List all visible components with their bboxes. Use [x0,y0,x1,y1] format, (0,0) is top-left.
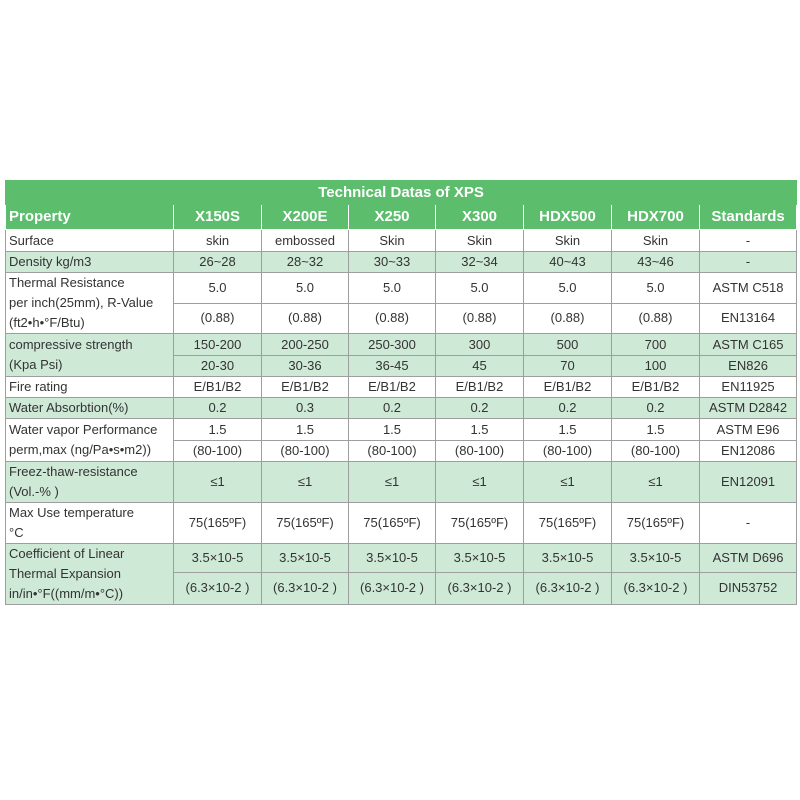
xps-technical-table [5,180,797,605]
value-cell: 1.5 [174,419,262,441]
property-label-line: Coefficient of Linear [9,546,125,561]
property-label-line: °C [9,525,24,540]
value-cell: 0.2 [174,398,262,419]
property-label-line: per inch(25mm), R-Value [9,295,154,310]
header-cell: X250 [349,205,436,230]
property-label-line: compressive strength [9,337,133,352]
value-cell: 150-200 [174,334,262,356]
standard-cell: - [700,503,797,544]
value-cell: Skin [524,230,612,252]
value-cell: (80-100) [262,441,349,462]
value-cell: 5.0 [612,273,700,304]
value-cell: ≤1 [349,462,436,503]
value-cell: 0.2 [524,398,612,419]
property-label [6,462,174,503]
table-row [6,230,797,252]
value-cell: (0.88) [262,303,349,334]
value-cell: 700 [612,334,700,356]
value-cell: 5.0 [524,273,612,304]
value-cell: (6.3×10-2 ) [436,572,524,604]
value-cell: (80-100) [612,441,700,462]
standard-cell: DIN53752 [700,572,797,604]
standard-cell: - [700,252,797,273]
header-cell: HDX700 [612,205,700,230]
table-row [6,544,797,573]
value-cell: (80-100) [436,441,524,462]
property-label [6,334,174,377]
value-cell: (80-100) [349,441,436,462]
value-cell: 1.5 [612,419,700,441]
standard-cell: ASTM C518 [700,273,797,304]
value-cell: (80-100) [174,441,262,462]
value-cell: 0.3 [262,398,349,419]
property-label: Water Absorbtion(%) [6,398,174,419]
value-cell: ≤1 [524,462,612,503]
table-row [6,503,797,544]
value-cell: (6.3×10-2 ) [524,572,612,604]
header-cell: X300 [436,205,524,230]
value-cell: 32~34 [436,252,524,273]
value-cell: (6.3×10-2 ) [262,572,349,604]
property-label-line: Freez-thaw-resistance [9,464,138,479]
value-cell: 75(165ºF) [262,503,349,544]
property-label-line: Thermal Expansion [9,566,121,581]
standard-cell: EN826 [700,356,797,377]
value-cell: 75(165ºF) [436,503,524,544]
value-cell: 75(165ºF) [612,503,700,544]
value-cell: (0.88) [349,303,436,334]
value-cell: (0.88) [174,303,262,334]
value-cell: (6.3×10-2 ) [174,572,262,604]
table-row [6,398,797,419]
value-cell: 3.5×10-5 [436,544,524,573]
value-cell: 0.2 [612,398,700,419]
value-cell: ≤1 [174,462,262,503]
value-cell: (0.88) [524,303,612,334]
value-cell: 43~46 [612,252,700,273]
property-label-line: (ft2•h•°F/Btu) [9,315,85,330]
header-cell: HDX500 [524,205,612,230]
value-cell: ≤1 [612,462,700,503]
value-cell: 20-30 [174,356,262,377]
standard-cell: EN13164 [700,303,797,334]
standard-cell: EN12091 [700,462,797,503]
value-cell: 26~28 [174,252,262,273]
property-label-line: in/in•°F((mm/m•°C)) [9,586,124,601]
property-label [6,544,174,605]
value-cell: 1.5 [436,419,524,441]
value-cell: (0.88) [612,303,700,334]
value-cell: 75(165ºF) [524,503,612,544]
value-cell: (80-100) [524,441,612,462]
property-label [6,503,174,544]
value-cell: 1.5 [524,419,612,441]
value-cell: E/B1/B2 [262,377,349,398]
header-cell: X200E [262,205,349,230]
value-cell: 75(165ºF) [174,503,262,544]
value-cell: (6.3×10-2 ) [612,572,700,604]
value-cell: 36-45 [349,356,436,377]
standard-cell: - [700,230,797,252]
value-cell: 3.5×10-5 [612,544,700,573]
value-cell: ≤1 [436,462,524,503]
value-cell: 45 [436,356,524,377]
standard-cell: ASTM E96 [700,419,797,441]
value-cell: embossed [262,230,349,252]
value-cell: 1.5 [349,419,436,441]
value-cell: 30~33 [349,252,436,273]
value-cell: E/B1/B2 [524,377,612,398]
property-label-line: perm,max (ng/Pa•s•m2)) [9,442,152,457]
value-cell: 3.5×10-5 [349,544,436,573]
table-title: Technical Datas of XPS [6,181,797,205]
value-cell: E/B1/B2 [436,377,524,398]
value-cell: ≤1 [262,462,349,503]
value-cell: skin [174,230,262,252]
standard-cell: EN11925 [700,377,797,398]
property-label [6,419,174,462]
value-cell: 75(165ºF) [349,503,436,544]
table-title-row [6,181,797,205]
table-row [6,377,797,398]
standard-cell: ASTM C165 [700,334,797,356]
value-cell: 5.0 [436,273,524,304]
standard-cell: ASTM D696 [700,544,797,573]
value-cell: Skin [349,230,436,252]
header-cell: Property [6,205,174,230]
value-cell: 0.2 [436,398,524,419]
value-cell: 5.0 [262,273,349,304]
property-label-line: (Vol.-% ) [9,484,59,499]
value-cell: E/B1/B2 [174,377,262,398]
value-cell: 100 [612,356,700,377]
standard-cell: EN12086 [700,441,797,462]
value-cell: 3.5×10-5 [524,544,612,573]
value-cell: 40~43 [524,252,612,273]
value-cell: (6.3×10-2 ) [349,572,436,604]
table-row [6,273,797,304]
value-cell: (0.88) [436,303,524,334]
header-row [6,205,797,230]
property-label: Density kg/m3 [6,252,174,273]
header-cell: X150S [174,205,262,230]
value-cell: 500 [524,334,612,356]
property-label-line: Max Use temperature [9,505,134,520]
value-cell: 250-300 [349,334,436,356]
standard-cell: ASTM D2842 [700,398,797,419]
property-label-line: Thermal Resistance [9,275,125,290]
value-cell: 0.2 [349,398,436,419]
value-cell: 3.5×10-5 [174,544,262,573]
table-row [6,334,797,356]
value-cell: 5.0 [349,273,436,304]
value-cell: 1.5 [262,419,349,441]
header-cell: Standards [700,205,797,230]
value-cell: 30-36 [262,356,349,377]
property-label-line: Water vapor Performance [9,422,158,437]
value-cell: Skin [612,230,700,252]
property-label [6,273,174,334]
value-cell: E/B1/B2 [349,377,436,398]
value-cell: 300 [436,334,524,356]
table-row [6,462,797,503]
value-cell: 200-250 [262,334,349,356]
table-row [6,419,797,441]
property-label-line: (Kpa Psi) [9,357,63,372]
value-cell: Skin [436,230,524,252]
value-cell: 28~32 [262,252,349,273]
table-row [6,252,797,273]
value-cell: 70 [524,356,612,377]
property-label: Fire rating [6,377,174,398]
value-cell: 5.0 [174,273,262,304]
property-label: Surface [6,230,174,252]
value-cell: E/B1/B2 [612,377,700,398]
value-cell: 3.5×10-5 [262,544,349,573]
